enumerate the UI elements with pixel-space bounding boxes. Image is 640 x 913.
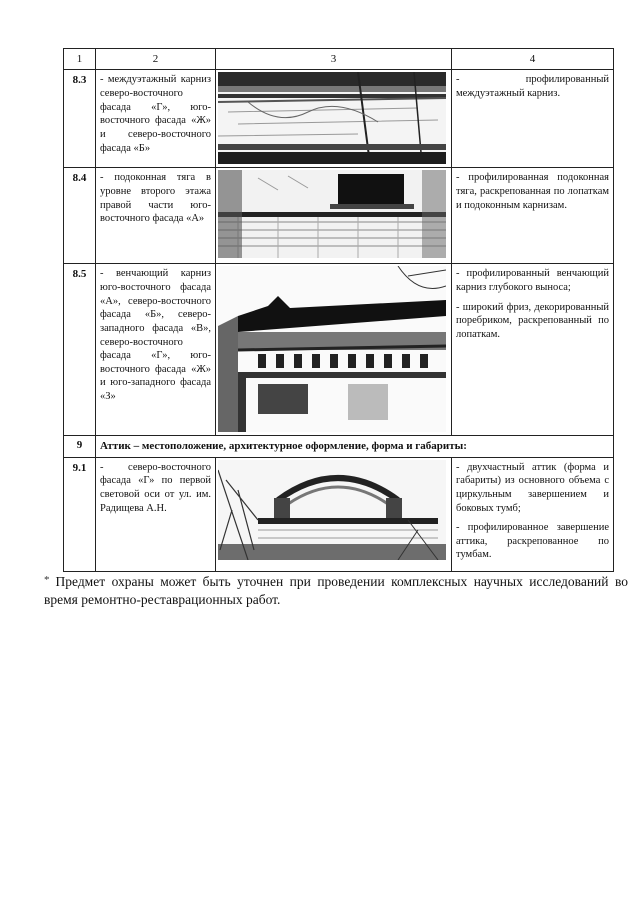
table-row [64,457,614,571]
row-number: 8.3 [64,70,96,168]
photo-cornice-icon [216,70,452,168]
protection-subject-table [63,48,614,572]
table-row [64,70,614,168]
description-item: - профилированный междуэтажный карниз. [456,74,609,99]
row-description [452,168,614,264]
row-description [452,70,614,168]
section-title: Аттик – местоположение, архитектурное оформление, форма и габариты: [96,436,614,457]
description-item: - профилированный венчающий карниз глубокого выноса; [456,268,609,293]
header-col-3: 3 [216,49,452,70]
description-item: - профилированная подоконная тяга, раскрепованная по лопаткам и подоконным карнизам. [456,172,609,211]
row-location: - междуэтажный карниз северо-восточного фасада «Г», юго-восточного фасада «Ж» и северо-восточного фасада «Б» [96,70,216,168]
photo-crowning-cornice-icon [216,264,452,436]
photo-window-belt-icon [216,168,452,264]
row-location: - венчающий карниз юго-восточного фасада «А», северо-восточного фасада «Б», северо-западного фасада «В», северо-восточного фасада «Г», юго-восточного фасада «Ж» и юго-западного фасада «З» [96,264,216,436]
row-number: 9.1 [64,457,96,571]
table-row [64,264,614,436]
table-row [64,168,614,264]
header-row [64,49,614,70]
photo-attic-icon [216,457,452,571]
header-col-1: 1 [64,49,96,70]
description-item: - широкий фриз, декорированный поребриком, раскрепованный по лопаткам. [456,301,609,340]
footnote-text: Предмет охраны может быть уточнен при проведении комплексных научных исследований во время ремонтно-реставрационных работ. [44,574,628,608]
description-item: - двухчастный аттик (форма и габариты) из основного объема с циркульным завершением и боковых тумб; [456,461,609,514]
section-number: 9 [64,436,96,457]
section-row [64,436,614,457]
row-location: - подоконная тяга в уровне второго этажа правой части юго-восточного фасада «А» [96,168,216,264]
description-item: - профилированное завершение аттика, раскрепованное по тумбам. [456,522,609,561]
row-description [452,264,614,436]
row-number: 8.4 [64,168,96,264]
row-description [452,457,614,571]
footnote [44,573,628,609]
header-col-2: 2 [96,49,216,70]
row-number: 8.5 [64,264,96,436]
header-col-4: 4 [452,49,614,70]
row-location: - северо-восточного фасада «Г» по первой световой оси от ул. им. Радищева А.Н. [96,457,216,571]
footnote-marker: * [44,574,50,586]
